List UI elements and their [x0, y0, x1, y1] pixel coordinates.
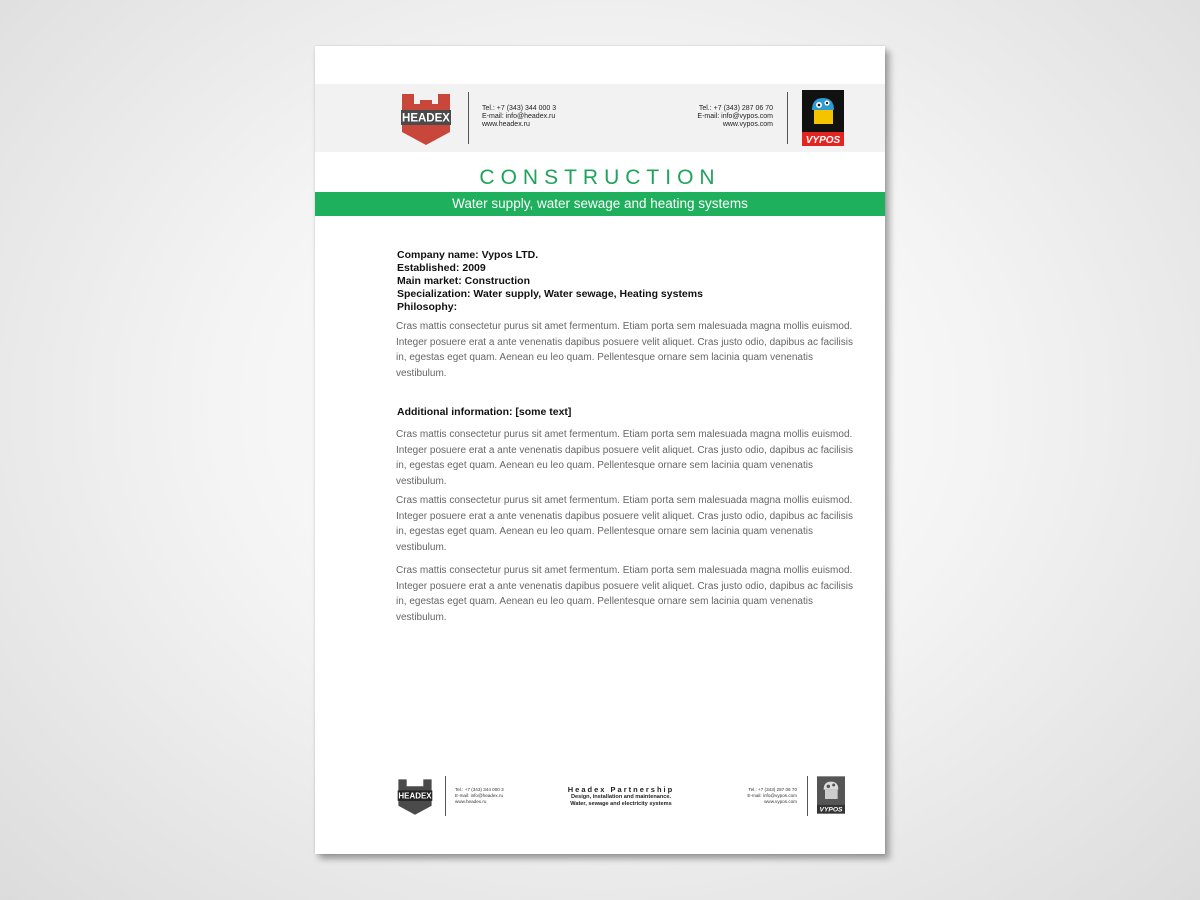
header-left-divider: [468, 92, 469, 144]
headex-website: www.headex.ru: [482, 121, 530, 128]
headex-email: E-mail: info@headex.ru: [482, 113, 556, 120]
body-paragraph: Cras mattis consectetur purus sit amet fermentum. Etiam porta sem malesuada magna mollis euismod. Integer posuere erat a ante venenatis dapibus posuere velit aliquet. Cras justo odio, dapibus ac facilisis in, egestas eget quam. Aenean eu leo quam. Pellentesque ornare sem lacinia quam venenatis vestibulum.: [396, 565, 853, 623]
footer-headex-email: E-mail: info@headex.ru: [455, 793, 504, 798]
partnership-line: Design, installation and maintenance.: [570, 794, 672, 800]
header-band: [315, 84, 885, 152]
footer-right-divider: [807, 776, 808, 816]
letterhead-page: [315, 46, 885, 854]
footer-headex-website: www.headex.ru: [455, 799, 487, 804]
footer-headex-contact: [455, 787, 504, 805]
footer-vypos-website: www.vypos.com: [764, 799, 797, 804]
footer-headex-logo-icon: [397, 776, 433, 816]
philosophy-label: Philosophy:: [397, 301, 458, 313]
vypos-logo-icon: [802, 90, 844, 146]
footer-vypos-phone: Tel.: +7 (343) 287 06 70: [748, 787, 797, 792]
footer-left-divider: [445, 776, 446, 816]
headex-logo-icon: [400, 90, 452, 146]
vypos-contact: [665, 105, 773, 129]
specialization: Specialization: Water supply, Water sewage, Heating systems: [397, 288, 703, 300]
vypos-phone: Tel.: +7 (343) 287 06 70: [698, 105, 773, 112]
footer-vypos-logo-text: VYPOS: [819, 806, 843, 814]
established: Established: 2009: [397, 262, 486, 274]
additional-info-heading: Additional information: [some text]: [397, 406, 572, 418]
footer-vypos-logo-icon: [817, 776, 845, 814]
philosophy-paragraph: Cras mattis consectetur purus sit amet fermentum. Etiam porta sem malesuada magna mollis euismod. Integer posuere erat a ante venenatis dapibus posuere velit aliquet. Cras justo odio, dapibus ac facilisis in, egestas eget quam. Aenean eu leo quam. Pellentesque ornare sem lacinia quam venenatis vestibulum.: [396, 321, 853, 379]
partnership-name: Headex Partnership: [567, 785, 675, 794]
body-paragraph: Cras mattis consectetur purus sit amet fermentum. Etiam porta sem malesuada magna mollis euismod. Integer posuere erat a ante venenatis dapibus posuere velit aliquet. Cras justo odio, dapibus ac facilisis in, egestas eget quam. Aenean eu leo quam. Pellentesque ornare sem lacinia quam venenatis vestibulum.: [396, 429, 853, 487]
subtitle-bar: Water supply, water sewage and heating systems: [315, 192, 885, 216]
company-name: Company name: Vypos LTD.: [397, 249, 539, 261]
partnership-line: Water, sewage and electricity systems: [570, 801, 672, 807]
header-right-divider: [787, 92, 788, 144]
vypos-website: www.vypos.com: [722, 121, 773, 128]
footer-headex-phone: Tel.: +7 (343) 344 000 3: [455, 787, 504, 792]
page-title: CONSTRUCTION: [479, 166, 721, 189]
headex-logo-text: HEADEX: [402, 112, 450, 125]
body-paragraph: Cras mattis consectetur purus sit amet fermentum. Etiam porta sem malesuada magna mollis euismod. Integer posuere erat a ante venenatis dapibus posuere velit aliquet. Cras justo odio, dapibus ac facilisis in, egestas eget quam. Aenean eu leo quam. Pellentesque ornare sem lacinia quam venenatis vestibulum.: [396, 495, 853, 553]
headex-phone: Tel.: +7 (343) 344 000 3: [482, 105, 557, 112]
footer-vypos-contact: [725, 787, 797, 805]
vypos-email: E-mail: info@vypos.com: [697, 113, 773, 120]
headex-contact: [482, 105, 556, 129]
company-info: [397, 249, 817, 314]
footer-partnership: [551, 785, 691, 808]
main-market: Main market: Construction: [397, 275, 531, 287]
footer-vypos-email: E-mail: info@vypos.com: [747, 793, 797, 798]
vypos-logo-text: VYPOS: [805, 135, 841, 146]
footer-headex-logo-text: HEADEX: [398, 791, 432, 801]
